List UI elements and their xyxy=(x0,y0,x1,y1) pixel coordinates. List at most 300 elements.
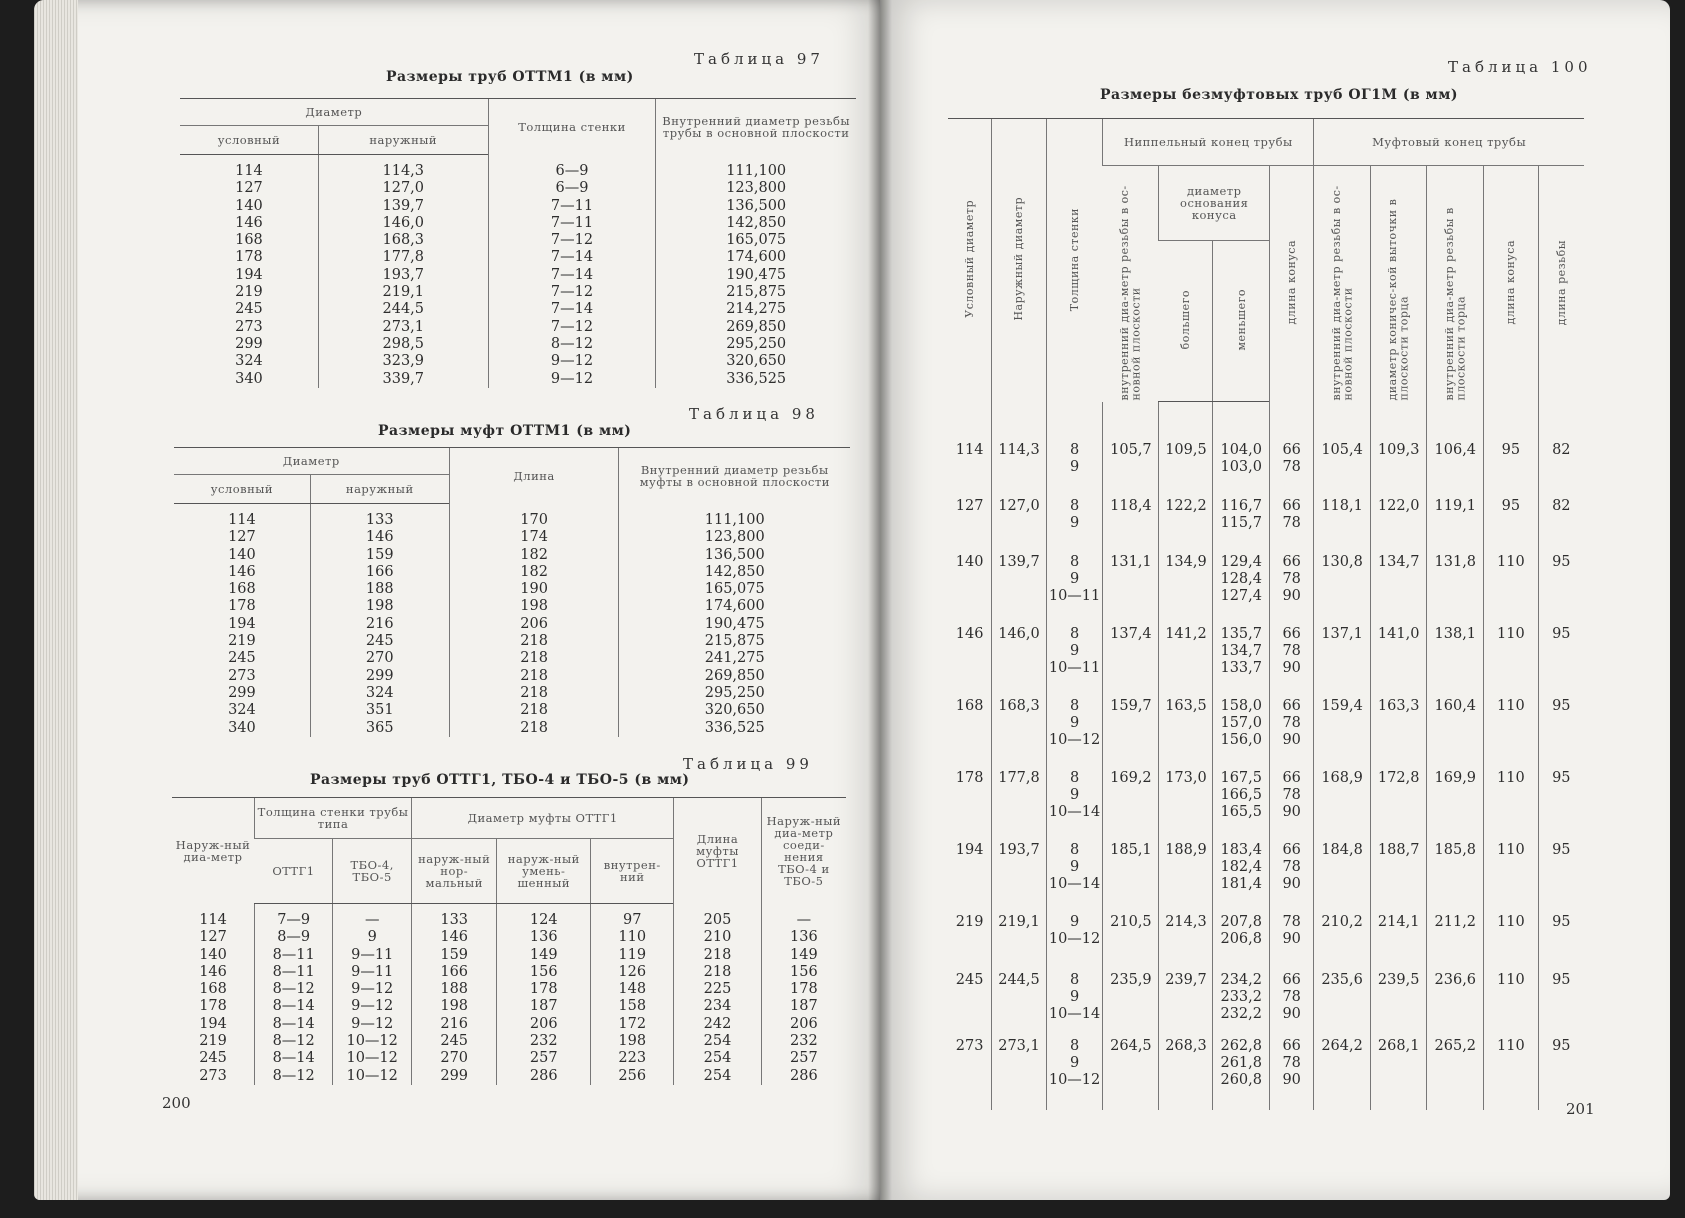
table-cell: 105,7 xyxy=(1103,402,1159,499)
table-row xyxy=(174,720,850,737)
table-cell: 110 xyxy=(1484,770,1539,842)
table-cell: 136 xyxy=(761,929,846,946)
table-cell: 207,8 206,8 xyxy=(1213,914,1270,972)
table-cell: 245 xyxy=(310,633,449,650)
table-cell: 95 xyxy=(1538,972,1584,1038)
table-cell: 137,4 xyxy=(1103,626,1159,698)
table-cell: 159,4 xyxy=(1314,698,1371,770)
table-cell: 219,1 xyxy=(992,914,1047,972)
t97-body xyxy=(180,155,856,388)
table-cell: 242 xyxy=(674,1016,761,1033)
table-cell: 165,075 xyxy=(619,581,850,598)
table-cell: 118,1 xyxy=(1314,498,1371,554)
page-edges xyxy=(34,0,78,1200)
table-98-title: Размеры муфт ОТТМ1 (в мм) xyxy=(378,423,632,439)
table-cell: 194 xyxy=(228,615,256,632)
t100-coupling-bore-header: диаметр коничес-кой выточки в плоскости торца xyxy=(1370,166,1427,402)
table-cell: 365 xyxy=(310,720,449,737)
table-cell: 134,9 xyxy=(1159,554,1213,626)
t100-coupling-group-header: Муфтовый конец трубы xyxy=(1314,119,1584,166)
table-cell: 6—9 xyxy=(488,155,656,181)
table-cell: 269,850 xyxy=(656,319,856,336)
t99-coupling-group-header: Диаметр муфты ОТТГ1 xyxy=(412,798,674,839)
table-cell: 185,1 xyxy=(1103,842,1159,914)
table-cell: 320,650 xyxy=(656,353,856,370)
table-cell: 299 xyxy=(412,1068,497,1085)
table-cell: 160,4 xyxy=(1427,698,1484,770)
table-cell: 216 xyxy=(310,616,449,633)
table-cell: 198 xyxy=(591,1033,674,1050)
table-cell: 218 xyxy=(674,964,761,981)
table-cell: 218 xyxy=(449,668,619,685)
table-cell: 124 xyxy=(497,904,591,930)
table-cell: 340 xyxy=(235,370,263,387)
table-cell: 66 78 90 xyxy=(1270,770,1314,842)
table-cell: 166 xyxy=(310,564,449,581)
table-cell: 245 xyxy=(199,1050,227,1067)
table-cell: 219 xyxy=(228,633,256,650)
t100-coupling-cone-len-header: длина конуса xyxy=(1484,166,1539,402)
table-cell: 66 78 xyxy=(1270,498,1314,554)
table-cell: 232 xyxy=(761,1033,846,1050)
table-row xyxy=(180,155,856,181)
table-cell: 182 xyxy=(449,547,619,564)
table-cell: 245 xyxy=(228,650,256,667)
table-cell: 9 xyxy=(333,929,412,946)
table-row xyxy=(180,232,856,249)
page-number-left: 200 xyxy=(162,1094,191,1112)
table-cell: 8 9 10—14 xyxy=(1046,770,1103,842)
table-cell: 95 xyxy=(1484,402,1539,499)
table-row xyxy=(180,284,856,301)
t98-outer-header: наружный xyxy=(310,475,449,504)
table-row xyxy=(172,1016,846,1033)
table-cell: 193,7 xyxy=(318,267,488,284)
table-cell: 239,5 xyxy=(1370,972,1427,1038)
table-row xyxy=(172,1033,846,1050)
table-row xyxy=(948,498,1584,554)
table-cell: 174 xyxy=(449,529,619,546)
table-cell: 216 xyxy=(412,1016,497,1033)
table-cell: 245 xyxy=(955,972,984,988)
table-cell: 185,8 xyxy=(1427,842,1484,914)
table-cell: 9—12 xyxy=(488,353,656,370)
table-cell: 122,0 xyxy=(1370,498,1427,554)
table-cell: 264,2 xyxy=(1314,1038,1371,1110)
table-cell: 140 xyxy=(228,546,256,563)
table-cell: 235,6 xyxy=(1314,972,1371,1038)
table-cell: 256 xyxy=(591,1068,674,1085)
table-row xyxy=(174,685,850,702)
table-row xyxy=(174,650,850,667)
table-row xyxy=(180,336,856,353)
table-cell: 194 xyxy=(199,1015,227,1032)
table-cell: 129,4 128,4 127,4 xyxy=(1213,554,1270,626)
table-cell: 78 90 xyxy=(1270,914,1314,972)
t98-body xyxy=(174,504,850,737)
table-cell: 245 xyxy=(235,301,263,318)
table-cell: 146 xyxy=(235,214,263,231)
table-cell: 324 xyxy=(310,685,449,702)
table-row xyxy=(172,981,846,998)
table-cell: 7—12 xyxy=(488,232,656,249)
table-cell: 8 9 xyxy=(1046,498,1103,554)
table-cell: 215,875 xyxy=(619,633,850,650)
table-cell: 8—9 xyxy=(255,929,333,946)
table-cell: 218 xyxy=(449,702,619,719)
table-cell: 146,0 xyxy=(318,215,488,232)
table-cell: 194 xyxy=(235,266,263,283)
table-cell: 8 9 10—12 xyxy=(1046,1038,1103,1110)
table-cell: 339,7 xyxy=(318,371,488,388)
table-cell: 127,0 xyxy=(992,498,1047,554)
table-cell: 105,4 xyxy=(1314,402,1371,499)
table-cell: 169,2 xyxy=(1103,770,1159,842)
table-row xyxy=(948,842,1584,914)
table-cell: 119 xyxy=(591,947,674,964)
table-cell: 95 xyxy=(1538,626,1584,698)
table-cell: 10—12 xyxy=(333,1068,412,1085)
table-cell: 146 xyxy=(199,963,227,980)
table-cell: 156 xyxy=(497,964,591,981)
table-row xyxy=(174,581,850,598)
table-cell: 66 78 90 xyxy=(1270,972,1314,1038)
table-cell: 299 xyxy=(235,335,263,352)
table-row xyxy=(174,633,850,650)
table-cell: 110 xyxy=(1484,1038,1539,1110)
table-cell: 168 xyxy=(228,581,256,598)
table-99-label: Таблица 99 xyxy=(683,755,813,773)
table-cell: 127,0 xyxy=(318,180,488,197)
table-cell: 82 xyxy=(1538,402,1584,499)
table-cell: 239,7 xyxy=(1159,972,1213,1038)
table-cell: 137,1 xyxy=(1314,626,1371,698)
table-cell: 167,5 166,5 165,5 xyxy=(1213,770,1270,842)
table-cell: 10—12 xyxy=(333,1033,412,1050)
table-row xyxy=(172,1068,846,1085)
table-cell: 95 xyxy=(1538,914,1584,972)
table-cell: 188 xyxy=(310,581,449,598)
table-cell: 131,8 xyxy=(1427,554,1484,626)
table-cell: 210,5 xyxy=(1103,914,1159,972)
t97-inner-header: Внутренний диаметр резьбы трубы в основной плоскости xyxy=(656,99,856,155)
table-cell: 109,5 xyxy=(1159,402,1213,499)
table-cell: 188,9 xyxy=(1159,842,1213,914)
table-cell: 206 xyxy=(449,616,619,633)
table-cell: 214,275 xyxy=(656,301,856,318)
table-cell: 66 78 90 xyxy=(1270,1038,1314,1110)
table-cell: 8 9 10—11 xyxy=(1046,554,1103,626)
table-cell: 140 xyxy=(955,554,984,570)
table-cell: 295,250 xyxy=(656,336,856,353)
t97-nominal-header: условный xyxy=(180,126,318,155)
t99-body xyxy=(172,904,846,1085)
table-cell: 110 xyxy=(1484,554,1539,626)
table-cell: 139,7 xyxy=(318,198,488,215)
table-cell: 218 xyxy=(449,650,619,667)
table-98 xyxy=(174,447,850,737)
table-cell: 183,4 182,4 181,4 xyxy=(1213,842,1270,914)
table-cell: 159,7 xyxy=(1103,698,1159,770)
table-row xyxy=(948,554,1584,626)
table-cell: 168,3 xyxy=(318,232,488,249)
table-cell: 198 xyxy=(449,598,619,615)
table-cell: 141,0 xyxy=(1370,626,1427,698)
table-cell: 190,475 xyxy=(619,616,850,633)
table-cell: 8—12 xyxy=(255,1068,333,1085)
table-cell: 95 xyxy=(1538,698,1584,770)
table-row xyxy=(948,972,1584,1038)
table-cell: 66 78 xyxy=(1270,402,1314,499)
table-cell: 299 xyxy=(228,684,256,701)
table-cell: 174,600 xyxy=(619,598,850,615)
left-page xyxy=(34,0,880,1200)
table-cell: 8—11 xyxy=(255,964,333,981)
table-row xyxy=(948,770,1584,842)
right-page xyxy=(880,0,1670,1200)
t100-coupling-inner-header: внутренний диа-метр резьбы в ос-новной плоскости xyxy=(1314,166,1371,402)
table-cell: 299 xyxy=(310,668,449,685)
t100-nominal-header: Условный диаметр xyxy=(948,119,992,402)
table-cell: 184,8 xyxy=(1314,842,1371,914)
table-cell: 9—11 xyxy=(333,947,412,964)
table-cell: 142,850 xyxy=(656,215,856,232)
table-cell: 187 xyxy=(761,998,846,1015)
table-cell: 141,2 xyxy=(1159,626,1213,698)
table-cell: 127 xyxy=(199,929,227,946)
table-cell: 111,100 xyxy=(619,504,850,530)
table-cell: 178 xyxy=(761,981,846,998)
table-cell: 168,3 xyxy=(992,698,1047,770)
table-cell: 273,1 xyxy=(318,319,488,336)
table-cell: 178 xyxy=(235,249,263,266)
table-row xyxy=(174,598,850,615)
table-cell: 109,3 xyxy=(1370,402,1427,499)
table-cell: 110 xyxy=(591,929,674,946)
table-cell: 298,5 xyxy=(318,336,488,353)
table-cell: 95 xyxy=(1484,498,1539,554)
table-cell: 6—9 xyxy=(488,180,656,197)
table-row xyxy=(172,998,846,1015)
table-cell: 123,800 xyxy=(619,529,850,546)
table-99 xyxy=(172,797,846,1085)
table-cell: 187 xyxy=(497,998,591,1015)
table-cell: 219,1 xyxy=(318,284,488,301)
table-cell: 9 10—12 xyxy=(1046,914,1103,972)
table-cell: 7—11 xyxy=(488,215,656,232)
table-cell: 174,600 xyxy=(656,249,856,266)
table-cell: 136 xyxy=(497,929,591,946)
t98-inner-header: Внутренний диаметр резьбы муфты в основной плоскости xyxy=(619,448,850,504)
table-cell: 194 xyxy=(955,842,984,858)
t100-cone-small-header: меньшего xyxy=(1213,241,1270,402)
table-cell: 211,2 xyxy=(1427,914,1484,972)
table-cell: 114 xyxy=(228,512,256,528)
table-row xyxy=(180,319,856,336)
table-cell: 130,8 xyxy=(1314,554,1371,626)
t99-coupling-length-header: Длина муфты ОТТГ1 xyxy=(674,798,761,904)
table-row xyxy=(174,547,850,564)
table-cell: 10—12 xyxy=(333,1050,412,1067)
table-cell: 97 xyxy=(591,904,674,930)
table-cell: 214,1 xyxy=(1370,914,1427,972)
table-row xyxy=(180,215,856,232)
table-cell: 190 xyxy=(449,581,619,598)
table-cell: 156 xyxy=(761,964,846,981)
table-cell: 323,9 xyxy=(318,353,488,370)
table-cell: 295,250 xyxy=(619,685,850,702)
table-cell: 182 xyxy=(449,564,619,581)
table-cell: 158,0 157,0 156,0 xyxy=(1213,698,1270,770)
table-row xyxy=(180,267,856,284)
table-cell: 133 xyxy=(310,504,449,530)
table-cell: 218 xyxy=(449,633,619,650)
table-cell: 106,4 xyxy=(1427,402,1484,499)
table-cell: 7—12 xyxy=(488,319,656,336)
table-cell: 111,100 xyxy=(656,155,856,181)
table-cell: 135,7 134,7 133,7 xyxy=(1213,626,1270,698)
table-cell: 138,1 xyxy=(1427,626,1484,698)
table-cell: 254 xyxy=(674,1050,761,1067)
t100-body xyxy=(948,402,1584,1111)
table-row xyxy=(948,698,1584,770)
table-cell: 133 xyxy=(412,904,497,930)
table-cell: 268,3 xyxy=(1159,1038,1213,1110)
table-cell: 146,0 xyxy=(992,626,1047,698)
table-cell: 210 xyxy=(674,929,761,946)
t99-wall-group-header: Толщина стенки трубы типа xyxy=(255,798,412,839)
table-cell: 8 9 10—14 xyxy=(1046,842,1103,914)
table-cell: 188 xyxy=(412,981,497,998)
table-cell: 206 xyxy=(761,1016,846,1033)
table-cell: 177,8 xyxy=(318,249,488,266)
table-cell: 114,3 xyxy=(318,155,488,181)
table-cell: 178 xyxy=(228,598,256,615)
table-cell: 177,8 xyxy=(992,770,1047,842)
table-row xyxy=(180,371,856,388)
table-cell: 273 xyxy=(199,1067,227,1084)
table-cell: 198 xyxy=(310,598,449,615)
table-cell: 241,275 xyxy=(619,650,850,667)
table-cell: 269,850 xyxy=(619,668,850,685)
table-row xyxy=(948,626,1584,698)
table-cell: 254 xyxy=(674,1068,761,1085)
table-cell: 158 xyxy=(591,998,674,1015)
table-cell: 218 xyxy=(674,947,761,964)
table-cell: 198 xyxy=(412,998,497,1015)
table-cell: 190,475 xyxy=(656,267,856,284)
table-cell: 149 xyxy=(761,947,846,964)
table-cell: 9—12 xyxy=(333,981,412,998)
table-cell: 193,7 xyxy=(992,842,1047,914)
table-97-label: Таблица 97 xyxy=(694,50,824,68)
t97-diameter-header: Диаметр xyxy=(180,99,488,126)
table-cell: 168,9 xyxy=(1314,770,1371,842)
table-cell: 119,1 xyxy=(1427,498,1484,554)
table-cell: 126 xyxy=(591,964,674,981)
table-cell: 7—14 xyxy=(488,249,656,266)
table-cell: 218 xyxy=(449,720,619,737)
table-row xyxy=(174,564,850,581)
table-cell: 8—14 xyxy=(255,1050,333,1067)
table-cell: 168 xyxy=(235,232,263,249)
table-cell: 127 xyxy=(955,498,984,514)
table-cell: 188,7 xyxy=(1370,842,1427,914)
t100-nipple-cone-len-header: длина конуса xyxy=(1270,166,1314,402)
table-cell: 324 xyxy=(228,702,256,719)
table-cell: 7—14 xyxy=(488,267,656,284)
table-cell: 114 xyxy=(199,911,227,928)
t99-outer-reduced-header: наруж-ный умень-шенный xyxy=(497,839,591,904)
table-cell: 127 xyxy=(235,180,263,197)
table-cell: 210,2 xyxy=(1314,914,1371,972)
table-cell: 257 xyxy=(761,1050,846,1067)
table-cell: 110 xyxy=(1484,698,1539,770)
table-cell: 110 xyxy=(1484,914,1539,972)
t99-joint-diam-header: Наруж-ный диа-метр соеди-нения ТБО-4 и ТБО-5 xyxy=(761,798,846,904)
table-cell: 165,075 xyxy=(656,232,856,249)
table-98-label: Таблица 98 xyxy=(689,405,819,423)
t99-outer-diam-header: Наруж-ный диа-метр xyxy=(172,798,255,904)
table-cell: 163,3 xyxy=(1370,698,1427,770)
table-cell: 118,4 xyxy=(1103,498,1159,554)
table-cell: 257 xyxy=(497,1050,591,1067)
t99-ottg1-header: ОТТГ1 xyxy=(255,839,333,904)
t100-thread-len-header: длина резьбы xyxy=(1538,166,1584,402)
table-cell: 7—9 xyxy=(255,904,333,930)
table-cell: 66 78 90 xyxy=(1270,698,1314,770)
table-cell: 8 9 xyxy=(1046,402,1103,499)
t97-outer-header: наружный xyxy=(318,126,488,155)
table-cell: 142,850 xyxy=(619,564,850,581)
table-cell: 95 xyxy=(1538,842,1584,914)
table-cell: 206 xyxy=(497,1016,591,1033)
table-cell: 234 xyxy=(674,998,761,1015)
table-cell: 254 xyxy=(674,1033,761,1050)
table-cell: 178 xyxy=(199,998,227,1015)
table-cell: 127 xyxy=(228,529,256,546)
table-cell: 116,7 115,7 xyxy=(1213,498,1270,554)
table-cell: 122,2 xyxy=(1159,498,1213,554)
table-cell: 8 9 10—11 xyxy=(1046,626,1103,698)
table-cell: 159 xyxy=(412,947,497,964)
table-cell: 236,6 xyxy=(1427,972,1484,1038)
table-row xyxy=(174,668,850,685)
table-cell: 8 9 10—14 xyxy=(1046,972,1103,1038)
t98-diameter-header: Диаметр xyxy=(174,448,449,475)
table-cell: 178 xyxy=(497,981,591,998)
table-cell: 8—11 xyxy=(255,947,333,964)
table-row xyxy=(180,180,856,197)
t99-tbo-header: ТБО-4, ТБО-5 xyxy=(333,839,412,904)
table-cell: 8—14 xyxy=(255,1016,333,1033)
table-cell: 7—14 xyxy=(488,301,656,318)
t100-wall-header: Толщина стенки xyxy=(1046,119,1103,402)
table-cell: 168 xyxy=(199,981,227,998)
table-cell: 95 xyxy=(1538,1038,1584,1110)
table-cell: 219 xyxy=(199,1033,227,1050)
table-cell: 173,0 xyxy=(1159,770,1213,842)
table-cell: 273 xyxy=(955,1038,984,1054)
book-spine xyxy=(868,0,892,1200)
table-cell: 9—12 xyxy=(488,371,656,388)
t97-wall-header: Толщина стенки xyxy=(488,99,656,155)
table-cell: 146 xyxy=(310,529,449,546)
table-97 xyxy=(180,98,856,388)
table-row xyxy=(948,402,1584,499)
table-cell: 273 xyxy=(228,667,256,684)
table-cell: 139,7 xyxy=(992,554,1047,626)
